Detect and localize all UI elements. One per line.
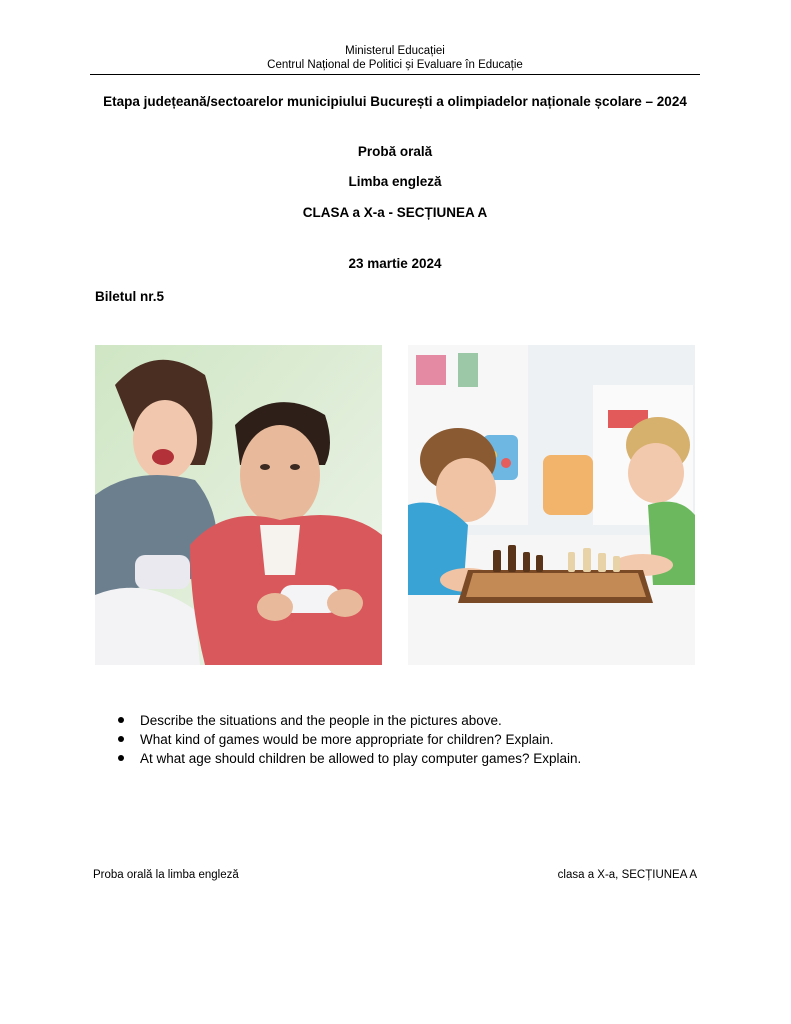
exam-proba: Probă orală	[357, 144, 433, 159]
exam-class-section: CLASA a X-a - SECȚIUNEA A	[302, 205, 488, 220]
footer-right: clasa a X-a, SECȚIUNEA A	[557, 869, 697, 881]
question-text: Describe the situations and the people in the pictures above.	[140, 713, 502, 728]
list-item	[118, 730, 581, 749]
page-header	[90, 44, 700, 72]
exam-date: 23 martie 2024	[348, 256, 442, 271]
bullet-icon	[118, 717, 124, 723]
couple-gaming-photo	[95, 345, 382, 665]
list-item	[118, 749, 581, 768]
bullet-icon	[118, 736, 124, 742]
header-divider	[90, 74, 700, 75]
children-chess-illustration	[408, 345, 695, 665]
ticket-number: Biletul nr.5	[95, 289, 165, 304]
list-item	[118, 711, 581, 730]
footer-left: Proba orală la limba engleză	[93, 869, 239, 881]
children-chess-photo	[408, 345, 695, 665]
question-text: What kind of games would be more appropriate for children? Explain.	[140, 732, 554, 747]
center-name: Centrul Național de Politici și Evaluare în Educație	[267, 59, 523, 71]
bullet-icon	[118, 755, 124, 761]
exam-subject: Limba engleză	[348, 174, 442, 189]
questions-list	[118, 711, 581, 768]
ministry-name: Ministerul Educației	[345, 45, 445, 57]
pictures	[95, 345, 695, 665]
couple-gaming-illustration	[95, 345, 382, 665]
question-text: At what age should children be allowed to play computer games? Explain.	[140, 751, 582, 766]
exam-title: Etapa județeană/sectoarelor municipiului București a olimpiadelor naționale școlare – 2024	[103, 94, 687, 109]
